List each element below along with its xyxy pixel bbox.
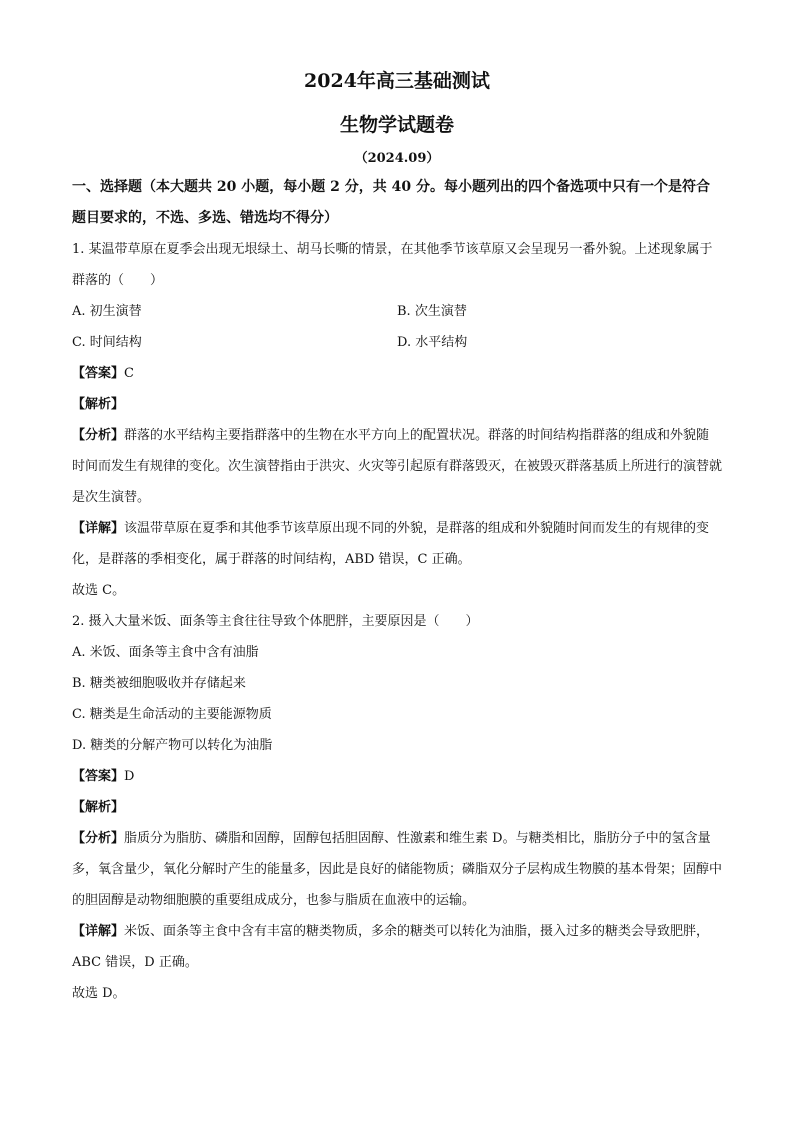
fenxi-text: 脂质分为脂肪、磷脂和固醇，固醇包括胆固醇、性激素和维生素 D。与糖类相比，脂肪分子中的氢含量多，氧含量少，氧化分解时产生的能量多，因此是良好的储能物质；磷脂双分子层构成生物膜的基本骨架；固醇中的胆固醇是动物细胞膜的重要组成成分，也参与脂质在血液中的运输。 bbox=[72, 831, 723, 908]
exam-subtitle: 生物学试题卷 bbox=[339, 114, 454, 136]
question-1-option-a: A. 初生演替 bbox=[72, 304, 142, 319]
question-2-xiangjie bbox=[72, 916, 722, 978]
xiangjie-text: 该温带草原在夏季和其他季节该草原出现不同的外貌，是群落的组成和外貌随时间而发生的有规律的变化，是群落的季相变化，属于群落的时间结构，ABD 错误，C 正确。 bbox=[72, 521, 710, 567]
answer-tag: 【答案】 bbox=[72, 769, 125, 784]
exam-date: （2024.09） bbox=[354, 151, 440, 166]
question-1-xiangjie bbox=[72, 513, 722, 575]
question-1-conclusion: 故选 C。 bbox=[72, 583, 126, 598]
question-1-answer bbox=[72, 358, 722, 389]
analysis-tag: 【解析】 bbox=[72, 800, 125, 815]
question-2-option-c: C. 糖类是生命活动的主要能源物质 bbox=[72, 707, 272, 722]
question-1-option-b: B. 次生演替 bbox=[397, 304, 467, 319]
answer-value: D bbox=[124, 769, 135, 784]
question-2-option-d: D. 糖类的分解产物可以转化为油脂 bbox=[72, 738, 273, 753]
question-2-stem: 2. 摄入大量米饭、面条等主食往往导致个体肥胖，主要原因是（ ） bbox=[72, 614, 479, 629]
xiangjie-text: 米饭、面条等主食中含有丰富的糖类物质，多余的糖类可以转化为油脂，摄入过多的糖类会导致肥胖，ABC 错误，D 正确。 bbox=[72, 924, 710, 970]
question-2-analysis-label bbox=[72, 792, 722, 823]
question-2-conclusion: 故选 D。 bbox=[72, 986, 126, 1001]
question-1-options-row-1 bbox=[72, 296, 722, 327]
exam-page bbox=[72, 62, 722, 1009]
question-1-option-d: D. 水平结构 bbox=[397, 335, 468, 350]
answer-tag: 【答案】 bbox=[72, 366, 125, 381]
question-1-options-row-2 bbox=[72, 327, 722, 358]
exam-title: 2024年高三基础测试 bbox=[304, 70, 490, 92]
question-2-option-b: B. 糖类被细胞吸收并存储起来 bbox=[72, 676, 246, 691]
section-heading: 一、选择题（本大题共 20 小题，每小题 2 分，共 40 分。每小题列出的四个备选项中只有一个是符合题目要求的，不选、多选、错选均不得分） bbox=[72, 179, 710, 226]
question-2-fenxi bbox=[72, 823, 722, 916]
question-1-option-c: C. 时间结构 bbox=[72, 335, 142, 350]
question-2-answer bbox=[72, 761, 722, 792]
analysis-tag: 【解析】 bbox=[72, 397, 125, 412]
fenxi-tag: 【分析】 bbox=[72, 428, 125, 443]
fenxi-tag: 【分析】 bbox=[72, 831, 125, 846]
question-1-fenxi bbox=[72, 420, 722, 513]
answer-value: C bbox=[124, 366, 134, 381]
question-1-stem: 1. 某温带草原在夏季会出现无垠绿土、胡马长嘶的情景，在其他季节该草原又会呈现另一番外貌。上述现象属于群落的（ ） bbox=[72, 242, 713, 288]
question-1-analysis-label bbox=[72, 389, 722, 420]
question-2-option-a: A. 米饭、面条等主食中含有油脂 bbox=[72, 645, 259, 660]
fenxi-text: 群落的水平结构主要指群落中的生物在水平方向上的配置状况。群落的时间结构指群落的组成和外貌随时间而发生有规律的变化。次生演替指由于洪灾、火灾等引起原有群落毁灭，在被毁灭群落基质上所进行的演替就是次生演替。 bbox=[72, 428, 723, 505]
xiangjie-tag: 【详解】 bbox=[72, 924, 125, 939]
xiangjie-tag: 【详解】 bbox=[72, 521, 125, 536]
